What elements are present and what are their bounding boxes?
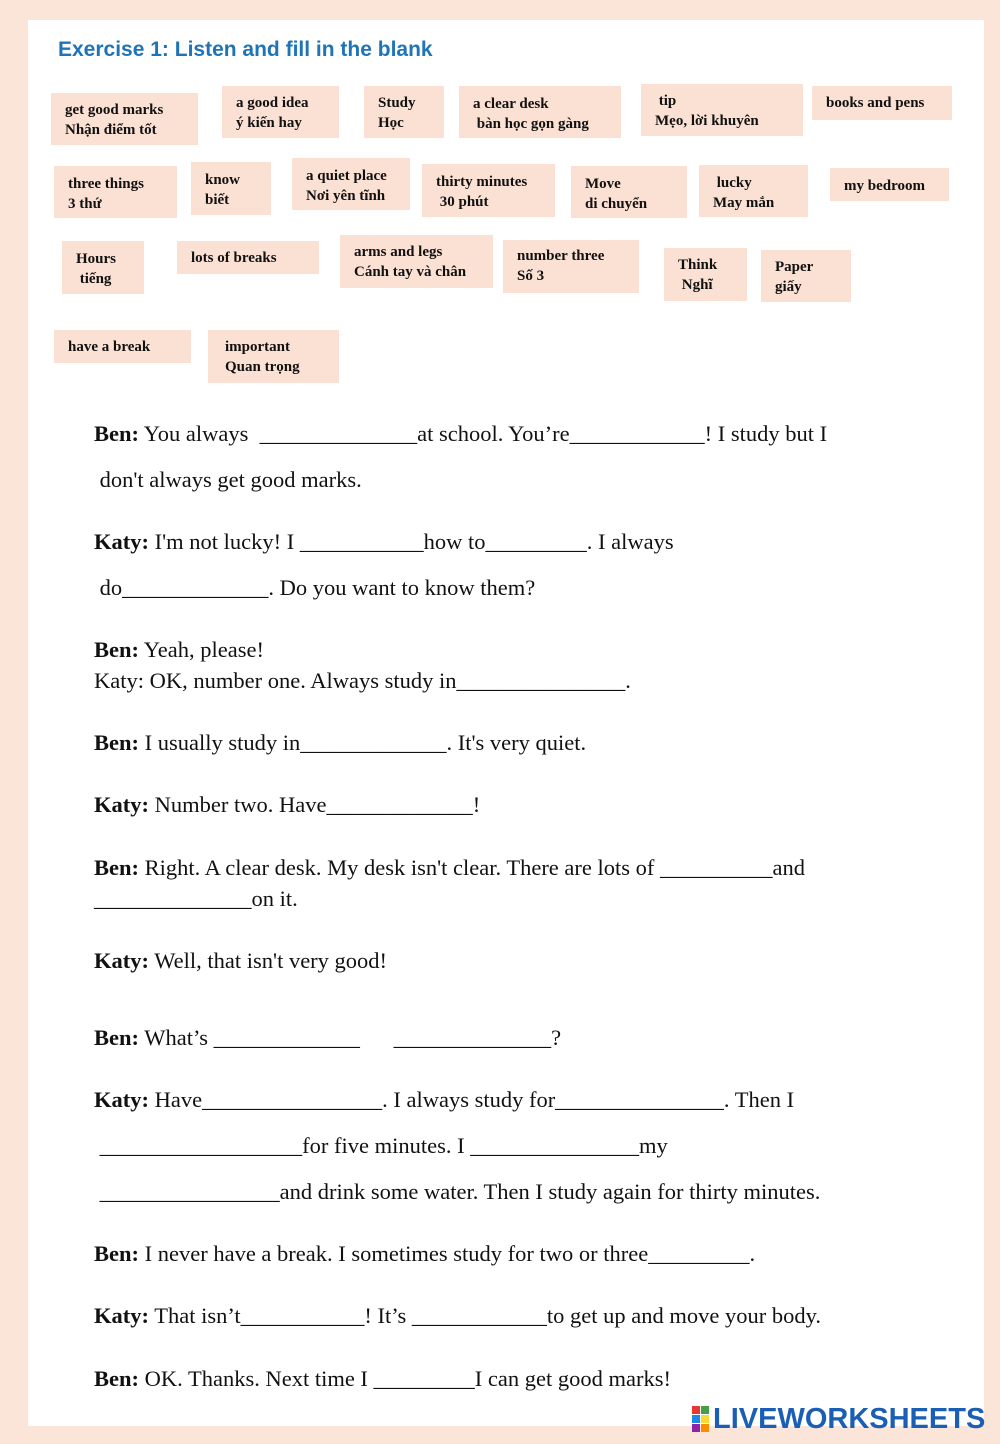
word-chip[interactable]: have a break [54,330,191,363]
word-chip[interactable]: lots of breaks [177,241,319,274]
dialogue-line [94,855,805,881]
word-chip[interactable]: number three Số 3 [503,240,639,293]
dialogue-text: Katy: OK, number one. Always study in_______________. [94,668,631,693]
word-chip[interactable]: Think Nghĩ [664,248,747,301]
speaker-name: Ben: [94,1366,139,1391]
logo-text: LIVEWORKSHEETS [713,1403,986,1435]
word-chip[interactable]: thirty minutes 30 phút [422,164,555,217]
word-chip[interactable]: my bedroom [830,168,949,201]
word-chip[interactable]: know biết [191,162,271,215]
dialogue-line [94,529,674,555]
dialogue-line [94,730,586,756]
dialogue-text: don't always get good marks. [94,467,362,492]
dialogue-line [94,948,387,974]
dialogue-line [94,886,298,912]
dialogue-text: do_____________. Do you want to know them? [94,575,536,600]
word-chip[interactable]: Paper giấy [761,250,851,302]
dialogue-line [94,668,631,694]
dialogue-text: That isn’t___________! It’s ____________to get up and move your body. [149,1303,822,1328]
dialogue-text: Well, that isn't very good! [149,948,388,973]
speaker-name: Katy: [94,1303,149,1328]
speaker-name: Ben: [94,1025,139,1050]
dialogue-line [94,1366,671,1392]
word-chip[interactable]: books and pens [812,86,952,120]
speaker-name: Katy: [94,1087,149,1112]
speaker-name: Ben: [94,855,139,880]
dialogue-text: What’s _____________ ______________? [139,1025,562,1050]
dialogue-line [94,1087,794,1113]
dialogue-line [94,467,362,493]
dialogue-line [94,421,827,447]
worksheet-page [28,20,984,1426]
dialogue-text: Yeah, please! [139,637,264,662]
dialogue-line [94,792,480,818]
dialogue-line [94,575,535,601]
dialogue-text: Have________________. I always study for_______________. Then I [149,1087,795,1112]
word-chip[interactable]: important Quan trọng [208,330,339,383]
dialogue-text: I usually study in_____________. It's very quiet. [139,730,587,755]
liveworksheets-logo [692,1402,985,1436]
speaker-name: Katy: [94,792,149,817]
word-chip[interactable]: Study Học [364,86,444,138]
dialogue-line [94,637,264,663]
word-chip[interactable]: lucky May mắn [699,165,808,217]
speaker-name: Ben: [94,421,139,446]
dialogue-text: Number two. Have_____________! [149,792,481,817]
speaker-name: Katy: [94,529,149,554]
speaker-name: Ben: [94,1241,139,1266]
logo-grid-icon [692,1406,709,1432]
word-chip[interactable]: Move di chuyển [571,166,687,218]
word-chip[interactable]: arms and legs Cánh tay và chân [340,235,493,288]
dialogue-text: I'm not lucky! I ___________how to_________. I always [149,529,674,554]
word-chip[interactable]: a good idea ý kiến hay [222,86,339,138]
dialogue-text: OK. Thanks. Next time I _________I can get good marks! [139,1366,671,1391]
dialogue-line [94,1133,668,1159]
dialogue-line [94,1303,821,1329]
dialogue-text: Right. A clear desk. My desk isn't clear. There are lots of __________and [139,855,806,880]
word-chip[interactable]: Hours tiếng [62,241,144,294]
exercise-title: Exercise 1: Listen and fill in the blank [58,38,433,61]
dialogue-text: You always ______________at school. You’re____________! I study but I [139,421,828,446]
dialogue-text: ______________on it. [94,886,298,911]
word-chip[interactable]: get good marks Nhận điểm tốt [51,93,198,145]
dialogue-text: ________________and drink some water. Then I study again for thirty minutes. [94,1179,821,1204]
dialogue-text: I never have a break. I sometimes study for two or three_________. [139,1241,756,1266]
word-chip[interactable]: three things 3 thứ [54,166,177,218]
speaker-name: Ben: [94,730,139,755]
word-chip[interactable]: a clear desk bàn học gọn gàng [459,86,621,138]
dialogue-line [94,1179,820,1205]
dialogue-line [94,1025,561,1051]
dialogue-text: __________________for five minutes. I _______________my [94,1133,668,1158]
dialogue-line [94,1241,755,1267]
speaker-name: Katy: [94,948,149,973]
speaker-name: Ben: [94,637,139,662]
word-chip[interactable]: tip Mẹo, lời khuyên [641,84,803,136]
word-chip[interactable]: a quiet place Nơi yên tĩnh [292,158,410,210]
